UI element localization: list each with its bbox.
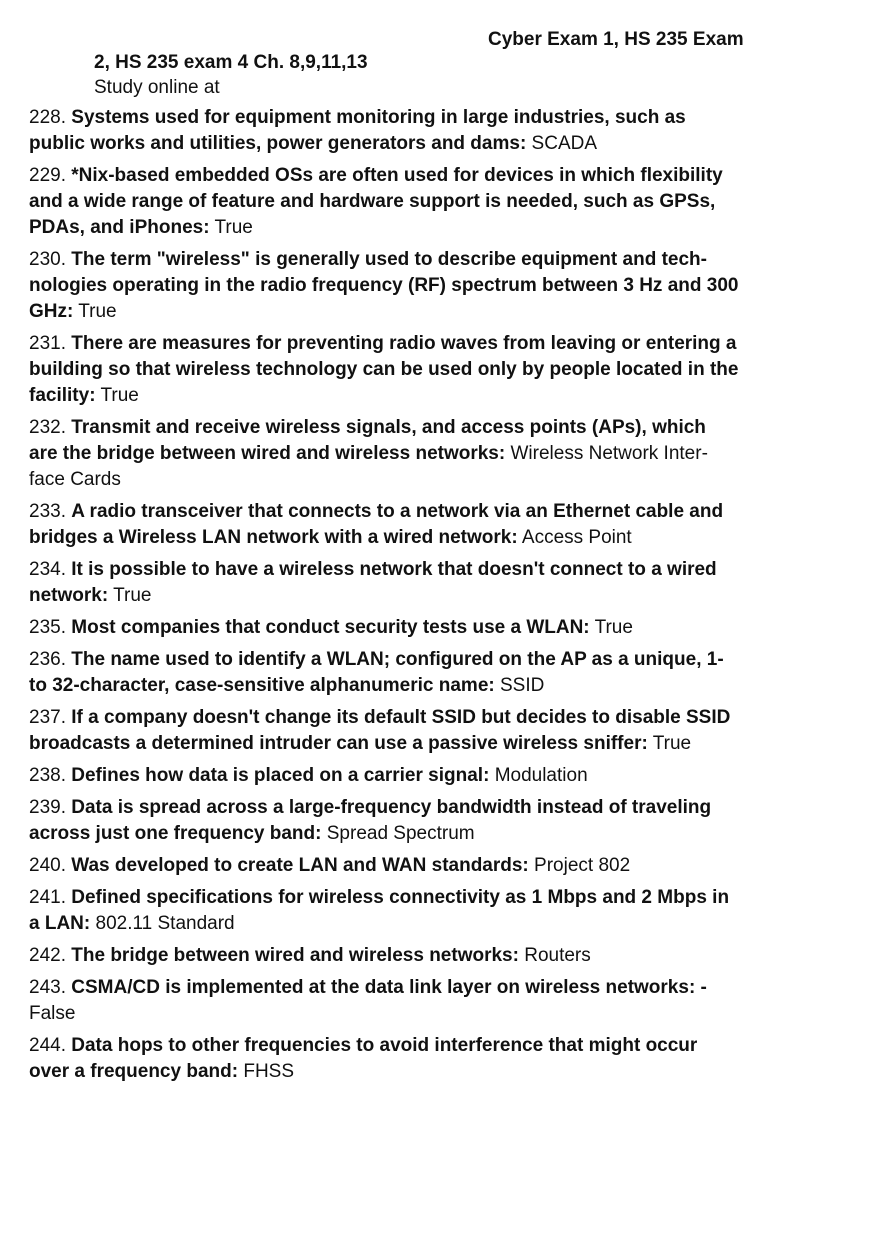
- card-number: 242.: [29, 945, 66, 966]
- card-number: 230.: [29, 249, 66, 270]
- flashcard: [29, 763, 739, 789]
- card-question: If a company doesn't change its default SSID but decides to disable SSID broadcasts a determined intruder can use a passive wireless sniffer:: [29, 707, 731, 754]
- card-number: 243.: [29, 977, 66, 998]
- card-question: *Nix-based embedded OSs are often used for devices in which flexibility and a wide range of feature and hardware support is needed, such as GPSs, PDAs, and iPhones:: [29, 165, 723, 238]
- flashcard: [29, 1033, 739, 1085]
- card-number: 233.: [29, 501, 66, 522]
- flashcard: [29, 705, 739, 757]
- card-question: The term "wireless" is generally used to describe equipment and tech- nologies operating in the radio frequency (RF) spectrum between 3 Hz and 300 GHz:: [29, 249, 739, 322]
- card-answer: FHSS: [243, 1061, 295, 1082]
- flashcard: [29, 331, 739, 409]
- card-answer: Routers: [524, 945, 591, 966]
- card-number: 234.: [29, 559, 66, 580]
- card-question: Most companies that conduct security tests use a WLAN:: [71, 617, 590, 638]
- flashcard: [29, 647, 739, 699]
- card-question: Was developed to create LAN and WAN standards:: [71, 855, 529, 876]
- card-question: Data is spread across a large-frequency bandwidth instead of traveling across just one frequency band:: [29, 797, 712, 844]
- card-answer: Wireless Network Inter- face Cards: [29, 443, 708, 490]
- card-number: 240.: [29, 855, 66, 876]
- card-answer: True: [78, 301, 117, 322]
- flashcard: [29, 853, 739, 879]
- flashcard: [29, 163, 739, 241]
- header-title-line1: Cyber Exam 1, HS 235 Exam: [488, 29, 744, 50]
- card-question: There are measures for preventing radio waves from leaving or entering a building so that wireless technology can be used only by people located in the facility:: [29, 333, 739, 406]
- card-number: 237.: [29, 707, 66, 728]
- card-number: 229.: [29, 165, 66, 186]
- card-question: The name used to identify a WLAN; configured on the AP as a unique, 1- to 32-character, case-sensitive alphanumeric name:: [29, 649, 724, 696]
- card-answer: True: [594, 617, 633, 638]
- card-question: It is possible to have a wireless network that doesn't connect to a wired network:: [29, 559, 717, 606]
- header-title-line2: 2, HS 235 exam 4 Ch. 8,9,11,13: [94, 52, 368, 73]
- card-number: 231.: [29, 333, 66, 354]
- card-number: 238.: [29, 765, 66, 786]
- card-number: 232.: [29, 417, 66, 438]
- card-number: 236.: [29, 649, 66, 670]
- flashcard: [29, 415, 739, 493]
- card-question: Transmit and receive wireless signals, and access points (APs), which are the bridge between wired and wireless networks:: [29, 417, 706, 464]
- card-answer: True: [214, 217, 253, 238]
- card-number: 244.: [29, 1035, 66, 1056]
- card-question: Data hops to other frequencies to avoid interference that might occur over a frequency band:: [29, 1035, 698, 1082]
- card-question: Defines how data is placed on a carrier signal:: [71, 765, 490, 786]
- flashcard: [29, 557, 739, 609]
- card-question: A radio transceiver that connects to a network via an Ethernet cable and bridges a Wireless LAN network with a wired network:: [29, 501, 724, 548]
- flashcard: [29, 105, 739, 157]
- card-answer: 802.11 Standard: [95, 913, 235, 934]
- card-answer: Access Point: [521, 527, 632, 548]
- study-online-text: Study online at: [94, 77, 220, 98]
- header-block: [94, 50, 368, 100]
- flashcard: [29, 943, 739, 969]
- card-answer: Project 802: [534, 855, 631, 876]
- card-answer: False: [29, 1003, 76, 1024]
- flashcard: [29, 247, 739, 325]
- card-number: 239.: [29, 797, 66, 818]
- card-answer: SSID: [500, 675, 545, 696]
- card-number: 228.: [29, 107, 66, 128]
- card-question: The bridge between wired and wireless networks:: [71, 945, 519, 966]
- flashcard: [29, 615, 739, 641]
- card-answer: True: [100, 385, 139, 406]
- card-answer: SCADA: [531, 133, 598, 154]
- card-answer: True: [652, 733, 692, 754]
- flashcard-list: [29, 105, 739, 1091]
- card-answer: True: [113, 585, 152, 606]
- flashcard: [29, 499, 739, 551]
- flashcard: [29, 885, 739, 937]
- card-number: 241.: [29, 887, 66, 908]
- flashcard: [29, 795, 739, 847]
- card-answer: Modulation: [494, 765, 588, 786]
- card-question: CSMA/CD is implemented at the data link layer on wireless networks: -: [71, 977, 707, 998]
- card-question: Defined specifications for wireless connectivity as 1 Mbps and 2 Mbps in a LAN:: [29, 887, 730, 934]
- flashcard: [29, 975, 739, 1027]
- card-number: 235.: [29, 617, 66, 638]
- card-answer: Spread Spectrum: [326, 823, 475, 844]
- card-question: Systems used for equipment monitoring in large industries, such as public works and utilities, power generators and dams:: [29, 107, 686, 154]
